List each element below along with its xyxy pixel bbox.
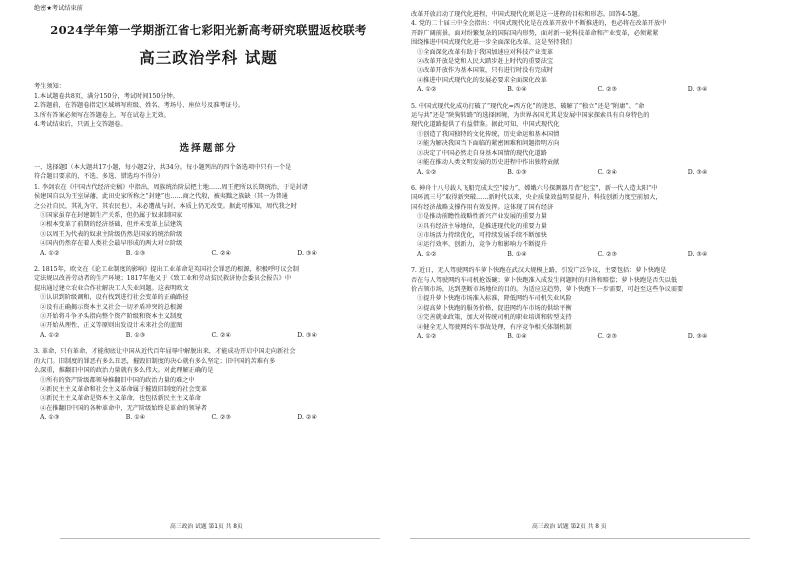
answer-option: B. ①③ [507, 168, 527, 176]
question-gap [34, 425, 383, 430]
answer-options [34, 331, 383, 340]
question-stem: 6. 神舟十八号载人飞船完成太空“接力”，嫦娥六号探测器月背“挖宝”，新一代人造太阳“中 [411, 184, 658, 192]
section-instruction [34, 163, 383, 182]
answer-option: D. ③④ [687, 168, 708, 176]
question-statement: ②能为解决我国当下面临的紧密困难和问题指明方向 [417, 140, 560, 148]
question-statement: ②设有正确揭示资本主义社会一切矛盾冲突的总根源 [40, 303, 183, 311]
answer-option: B. ①③ [125, 331, 146, 339]
answer-option: D. ③④ [687, 250, 708, 258]
question-statement: ④推进中国式现代化的发展必要求全面深化改革 [417, 76, 547, 84]
question-stem: 1. 李剑农在《中国古代经济史稿》中指出，周族统治阶层把土地……周王把所以长期统治，于是封诸 [34, 183, 308, 191]
note-line: 3.所有答案必须写在答题卷上，写在试卷上无效。 [34, 111, 170, 119]
question-statement: ③改革开放作为基本国策，只有进行时没有完成时 [417, 67, 554, 75]
question-statement: ②提高萝卜快跑的服务价格，促进网约车市场的供给平衡 [417, 304, 572, 312]
answer-option: A. ①② [417, 250, 437, 258]
answer-option: D. ③④ [687, 333, 708, 340]
question-statement: ①全面深化改革有助于我国加速应对科技产业变革 [417, 48, 554, 56]
question-statement: ①提升萝卜快跑市场准入标准，降低网约车司机失业风险 [417, 295, 572, 303]
note-line: 4.考试结束后，只需上交答题卷。 [34, 121, 127, 129]
right-page [397, 0, 794, 561]
answer-options [34, 413, 383, 422]
answer-options [411, 168, 778, 177]
question-stem: 2. 1815年，欧文在《论工业制度的影响》提出工业革命是英国社会罪恶的根源，积极呼吁议会制 [34, 266, 299, 274]
secret-mark: 绝密★考试结束前 [34, 5, 83, 12]
answer-options [411, 332, 778, 341]
question-statement: ③完善就业政策，加大对传统司机的职业培训和转型支持 [417, 314, 572, 322]
question-stem: 开辟广阔前景。面对纷繁复杂的国际国内形势，面对新一轮科技革命和产业变革，必须紧紧 [411, 29, 659, 37]
question-stem: 提出通过建立农业合作社解决工人失业问题。这表明欧文 [34, 284, 189, 292]
question [411, 266, 778, 341]
question-stem: 3. 革命，只有革命，才能彻底让中国从近代百年屈辱中解脱出来，才能成功开启中国走向新社会 [34, 348, 296, 356]
right-question-list [411, 10, 778, 348]
note-line: 1.本试题卷共8页，满分150分，考试时间150分钟。 [34, 92, 179, 100]
footer-rule [410, 538, 750, 539]
question-stem: 国有经济战略支撑作用有效发挥。这体现了国有经济 [411, 203, 554, 211]
answer-option: A. ①② [417, 333, 437, 340]
question-stem: 侯建国自以为王室屏藩，此田史家所称之“封建”也……商之代殷，被夷黜之族缺（其一为普通 [34, 193, 288, 201]
answer-option: A. ①③ [40, 414, 60, 422]
question-stem: 之公社自民，其礼为守，其农民也），未必遭战与封，本质上仍无改变。据此可推知，周代我之时 [34, 202, 297, 210]
question-stem: 的大门。旧制度的罪恶有多么丑恶，摧毁旧制度的决心就有多么坚定；旧中国的苦难有多 [34, 357, 276, 365]
question-statement: ②新民主主义革命和社会主义革命属于摧毁旧制度的社会变革 [40, 385, 208, 393]
page-footer-left: 高三政治 试题 第1页 共 8页 [170, 524, 243, 530]
answer-options [34, 249, 383, 258]
answer-option: D. ③④ [297, 249, 318, 257]
question-statement: ④运行效率、创新力，竞争力和影响力不断提升 [417, 241, 547, 249]
candidate-notes [34, 82, 383, 130]
answer-option: A. ①② [40, 331, 60, 339]
question-stem: 7. 近日，无人驾驶网约车萝卜快跑在武汉大规模上路，引发广泛争议，主要包括：萝卜快跑是 [411, 267, 667, 275]
question-statement: ①认识到阶级调和，设有找到进行社会变革的正确路径 [40, 294, 189, 302]
question-stem: 国环流三号”取得新突破……新时代以来，央企质量效益明显提升，科技创新力度空前加大， [411, 194, 662, 202]
section-title: 选择题部分 [179, 142, 238, 154]
question-statement: ④能在推动人类文明发展的历史进程中作出独特贡献 [417, 159, 560, 167]
question-stem: 运与共”还是“陕狗转路”的选择困境，为世界各国尤其是发展中国家探索具有自身特色的 [411, 112, 650, 120]
question-stem: 改革开放启动了现代化进程，中国式现代化则是这一进程的目标和形态。回答4-5题。 [411, 11, 644, 18]
right-page-content [411, 10, 778, 348]
footer-rule [60, 538, 380, 539]
question-statement: ②具有经济主导地位，是推进现代化的重要力量 [417, 222, 547, 230]
question-statement: ②根本变革了前期的经济基础，但并未变革上层建筑 [40, 221, 183, 229]
question-statement: ③市场活力持续优化，可持续发展手续不断加快 [417, 231, 547, 239]
question-statement: ①是推动前瞻性战略性新兴产业发展的重要力量 [417, 213, 547, 221]
question-stem: 现代化道路提供了有益借鉴。据此可知，中国式现代化 [411, 121, 560, 129]
answer-option: C. ②④ [597, 168, 618, 176]
answer-options [411, 250, 778, 259]
question [411, 102, 778, 177]
instruction-line: 符合题目要求的，不选、多选、错选均不得分） [34, 173, 164, 181]
question [411, 184, 778, 259]
question-stem: 围绕推进中国式现代化进一步全面深化改革。这是坚持我们 [411, 39, 572, 47]
question-stem: 5. 中国式现代化成功打破了“现代化=西方化”的迷思，破解了“独立”还是“附庸”、“命 [411, 102, 645, 110]
question [411, 10, 778, 95]
answer-options [411, 85, 778, 94]
answer-option: C. ②③ [597, 86, 618, 94]
answer-option: C. ②③ [597, 250, 618, 258]
question-stem: 价占领市场，达到垄断市场地位的目的。为适应这趋势，萝卜快跑下一步需要，可赶至这些争议需要 [411, 285, 684, 293]
instruction-line: 一、选择题Ⅰ（本大题共17小题，每小题2分，共34分。每小题列出的四个备选项中只有一个是 [34, 163, 292, 171]
answer-option: D. ②④ [297, 414, 318, 422]
subject-title: 高三政治学科 试题 [139, 48, 278, 67]
question [34, 265, 383, 340]
question-statement: ④国内仍然存在着人类社会最早形成的两大对立阶级 [40, 240, 183, 248]
question [34, 347, 383, 422]
question-statement: ④在推翻旧中国的各种革命中，无产阶级始终是革命的领导者 [40, 404, 208, 412]
question-statement: ④开始从理性、正义等原则出发设计未来社会的蓝图 [40, 322, 183, 330]
answer-option: B. ①④ [125, 414, 146, 422]
question-statement: ①所有的资产阶级都领导推翻旧中国的政治力量的难之中 [40, 376, 195, 384]
question-stem: 4. 党的二十届三中全会指出：中国式现代化是在改革开放中不断推进的，也必将在改革开放中 [411, 20, 667, 28]
question-gap [411, 343, 778, 348]
question-stem: 么深重，推翻旧中国的政治力量就有多么伟大。对此理解正确的是 [34, 367, 214, 375]
answer-option: C. ②③ [211, 414, 232, 422]
question-stem: 否在与人驾驶网约车司机抢饭碗；萝卜快跑准入成发生问题时的归咎和赔偿；萝卜快跑是否失以低 [411, 276, 678, 284]
question-statement: ③以周王为代表的奴隶主阶级仍然是国家的统治阶级 [40, 230, 183, 238]
answer-option: A. ①② [417, 168, 437, 176]
answer-option: B. ①④ [507, 250, 527, 258]
answer-option: C. ②④ [211, 249, 232, 257]
note-line: 2.答题前，在答题卷指定区域填写班级、姓名、考场号、座位号及准考证号。 [34, 102, 245, 110]
answer-option: D. ③④ [297, 331, 318, 339]
left-question-list [34, 183, 383, 430]
answer-option: B. ①④ [507, 333, 527, 340]
left-page-content [34, 22, 383, 430]
question-statement: ②改革开放是党和人民大踏步赶上时代的重要法宝 [417, 58, 554, 66]
answer-option: C. ②④ [211, 331, 232, 339]
answer-option: B. ①③ [125, 249, 146, 257]
question-statement: ①创造了我国独特的文化传统，历史命运和基本国情 [417, 130, 560, 138]
question-statement: ③开始将斗争矛头指向整个资产阶级和资本主义制度 [40, 313, 183, 321]
answer-option: A. ①② [40, 249, 60, 257]
question-statement: ④健全无人驾驶网约车事故处理，有序竞争相关体制机制 [417, 323, 572, 331]
question-statement: ①国家虽存在封建制生产关系，但仍属于奴隶制国家 [40, 212, 183, 219]
answer-option: A. ①② [417, 86, 437, 94]
answer-option: D. ③④ [687, 86, 708, 94]
page-footer-right: 高三政治 试题 第2页 共 8 页 [532, 524, 607, 530]
question [34, 183, 383, 258]
exam-title: 2024学年第一学期浙江省七彩阳光新高考研究联盟返校联考 [50, 23, 367, 37]
question-statement: ③决定了中国必然走自身基本国情的现代化道路 [417, 149, 547, 157]
question-statement: ③新民主主义革命是资本主义革命，也包括新民主主义革命 [40, 395, 201, 403]
answer-option: B. ①④ [507, 86, 527, 94]
notes-heading: 考生须知： [34, 83, 65, 90]
answer-option: C. ②③ [597, 333, 618, 340]
question-stem: 定法规以改善劳动者的生产环境；1817年他又于《致工业和劳动贫民救济协会委员会报告》中 [34, 275, 292, 283]
